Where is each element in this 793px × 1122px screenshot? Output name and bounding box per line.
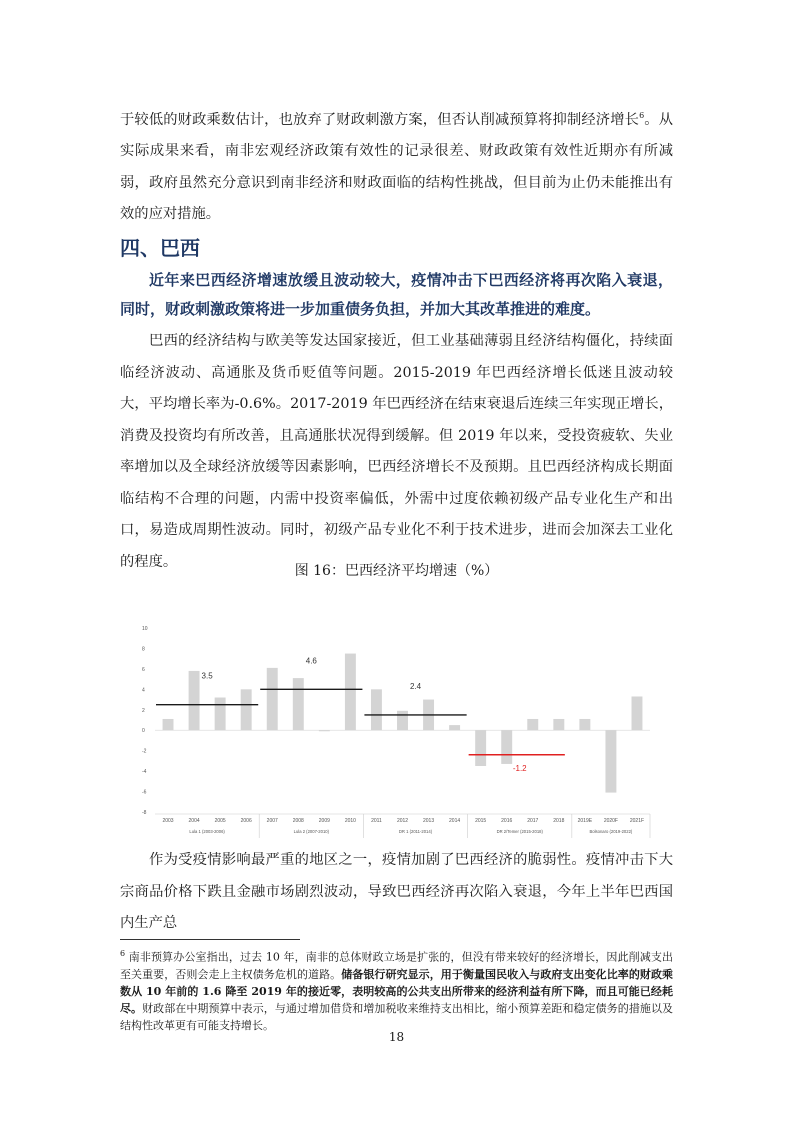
bar-2018 [553,719,564,730]
lead-summary: 近年来巴西经济增速放缓且波动较大，疫情冲击下巴西经济将再次陷入衰退，同时，财政刺激政策将进一步加重债务负担，并加大其改革推进的难度。 [120,271,673,318]
footnote-ref[interactable]: 6 [639,111,645,120]
footnote-bold-text: 储备银行研究显示，用于衡量国民收入与政府支出变化比率的财政乘数从 10 年前的 1.6 降至 2019 年的接近零，表明较高的公共支出所带来的经济利益有所下降，而且可能已经耗尽。 [120,967,674,1015]
y-tick-label: -6 [142,789,147,796]
x-tick-label: 2018 [553,818,565,824]
bar-2011 [371,689,382,730]
x-tick-label: 2016 [501,818,513,824]
x-tick-label: 2013 [422,818,435,824]
x-tick-label: 2003 [162,818,174,824]
page-number: 18 [388,1030,405,1044]
x-tick-label: 2020F [603,818,619,824]
y-tick-label: 2 [142,707,145,714]
bar-2009 [319,730,330,731]
x-tick-label: 2017 [527,818,539,824]
bar-2020F [605,730,616,792]
bar-2021F [632,696,643,730]
y-tick-label: 8 [142,646,145,653]
x-tick-label: 2005 [214,818,226,824]
brazil-growth-chart [140,620,660,840]
bar-2019E [579,719,590,730]
footnote-number: 6 [120,949,126,958]
paragraph-top-text-2: 。从实际成果来看，南非宏观经济政策有效性的记录很差、财政政策有效性近期亦有所减弱，政府虽然充分意识到南非经济和财政面临的结构性挑战，但目前为止仍未能推出有效的应对措施。 [120,111,674,223]
x-tick-label: 2015 [475,818,487,824]
paragraph-covid-impact: 作为受疫情影响最严重的地区之一，疫情加剧了巴西经济的脆弱性。疫情冲击下大宗商品价格下跌且金融市场剧烈波动，导致巴西经济再次陷入衰退，今年上半年巴西国内生产总 [120,852,673,931]
y-tick-label: 6 [142,666,145,673]
x-tick-label: 2008 [292,818,304,824]
x-tick-label: 2019E [577,818,593,824]
period-label: DR 2/Temer (2015-2018) [496,829,543,834]
footnote-text-1: 南非预算办公室指出，过去 10 年，南非的总体财政立场是扩张的，但没有带来较好的经济增长，因此削减支出至关重要，否则会走上主权债务危机的道路。 [120,950,673,981]
footnote-text-2: 财政部在中期预算中表示，与通过增加借贷和增加税收来维持支出相比，缩小预算差距和稳定债务的措施以及结构性改革更有可能支持增长。 [120,1001,673,1032]
bar-2017 [527,719,538,730]
bar-2006 [241,689,252,730]
average-label: 2.4 [409,681,422,691]
y-tick-label: 4 [142,687,145,694]
x-tick-label: 2010 [344,818,356,824]
x-tick-label: 2021F [629,818,645,824]
y-tick-label: -4 [142,769,147,776]
x-tick-label: 2011 [371,818,382,824]
average-label: 4.6 [305,656,317,666]
x-tick-label: 2004 [188,818,200,824]
footnote-divider [120,939,300,940]
bar-2016 [501,730,512,764]
average-label: -1.2 [512,763,527,773]
paragraph-top-text: 于较低的财政乘数估计，也放弃了财政刺激方案，但否认削减预算将抑制经济增长 [120,111,640,128]
bar-2010 [345,654,356,731]
x-tick-label: 2006 [240,818,252,824]
bar-2008 [293,678,304,730]
bar-2003 [163,719,174,730]
bar-2005 [215,698,226,731]
bar-2015 [475,730,486,766]
paragraph-top [120,100,673,231]
bar-2012 [397,711,408,730]
bar-2004 [189,671,200,730]
figure-caption: 图 16：巴西经济平均增速（%） [294,563,499,579]
period-label: DR 1 (2011-2014) [398,829,433,834]
period-label: Lula 1 (2003-2006) [189,829,225,834]
y-tick-label: 10 [142,626,148,632]
section-heading: 四、巴西 [120,236,200,260]
y-tick-label: -2 [142,748,147,755]
x-tick-label: 2009 [318,818,330,824]
period-label: Lula 2 (2007-2010) [293,829,330,834]
y-tick-label: 0 [142,728,145,735]
paragraph-brazil-structure: 巴西的经济结构与欧美等发达国家接近，但工业基础薄弱且经济结构僵化，持续面临经济波动、高通胀及货币贬值等问题。2015-2019 年巴西经济增长低迷且波动较大，平均增长率为-0.6%。2017-2019 年巴西经济在结束衰退后连续三年实现正增长，消费及投资均有所改善，且高通胀状况得到缓解。但 2019 年以来，受投资疲软、失业率增加以及全球经济放缓等因素影响，巴西经济增长不及预期。且巴西经济构成长期面临结构不合理的问题，内需中投资率偏低，外需中过度依赖初级产品专业化生产和出口，易造成周期性波动。同时，初级产品专业化不利于技术进步，进而会加深去工业化的程度。 [120,333,673,570]
x-tick-label: 2014 [449,818,461,824]
bar-2007 [267,668,278,730]
footnote [120,945,673,1034]
x-tick-label: 2012 [396,818,409,824]
bar-2014 [449,725,460,730]
x-tick-label: 2007 [266,818,278,824]
period-label: Bolsonaro (2019-2022) [589,829,633,834]
average-label: 3.5 [201,671,213,681]
y-tick-label: -8 [142,810,147,816]
